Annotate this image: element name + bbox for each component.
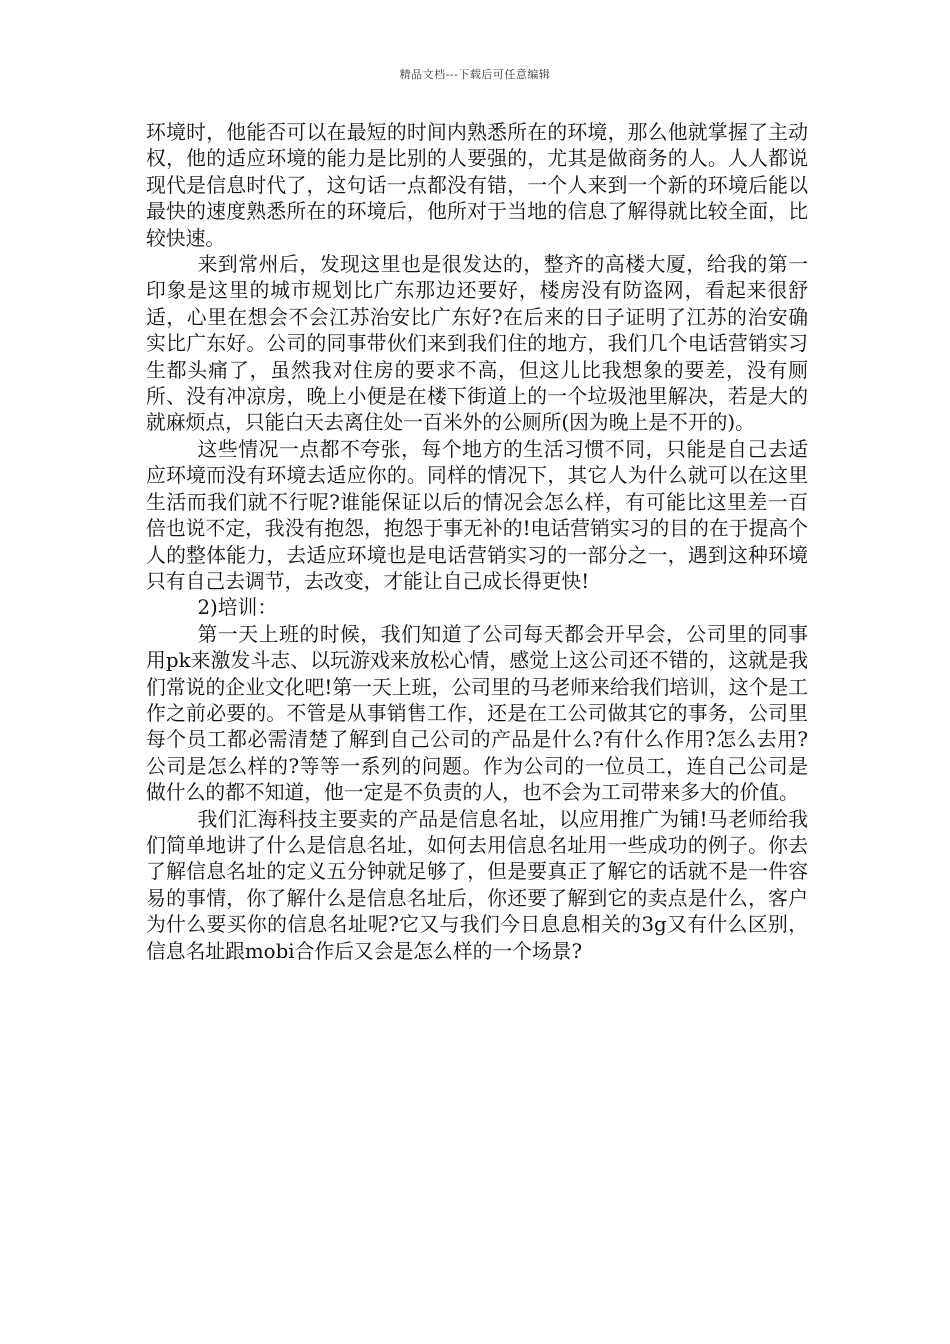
paragraph: 来到常州后，发现这里也是很发达的，整齐的高楼大厦，给我的第一印象是这里的城市规划比广东那边还要好，楼房没有防盗网，看起来很舒适，心里在想会不会江苏治安比广东好?在后来的日子证明了江苏的治安确实比广东好。公司的同事带伙们来到我们住的地方，我们几个电话营销实习生都头痛了，虽然我对住房的要求不高，但这儿比我想象的要差，没有厕所、没有冲凉房，晚上小便是在楼下街道上的一个垃圾池里解决，若是大的就麻烦点，只能白天去离住处一百米外的公厕所(因为晚上是不开的)。	[146, 253, 808, 435]
document-body	[146, 120, 808, 965]
paragraph: 我们汇海科技主要卖的产品是信息名址，以应用推广为铺!马老师给我们简单地讲了什么是信息名址，如何去用信息名址用一些成功的例子。你去了解信息名址的定义五分钟就足够了，但是要真正了解它的话就不是一件容易的事情，你了解什么是信息名址后，你还要了解到它的卖点是什么，客户为什么要买你的信息名址呢?它又与我们今日息息相关的3g又有什么区别，信息名址跟mobi合作后又会是怎么样的一个场景?	[146, 807, 808, 963]
paragraph: 环境时，他能否可以在最短的时间内熟悉所在的环境，那么他就掌握了主动权，他的适应环境的能力是比别的人要强的，尤其是做商务的人。人人都说现代是信息时代了，这句话一点都没有错，一个人来到一个新的环境后能以最快的速度熟悉所在的环境后，他所对于当地的信息了解得就比较全面，比较快速。	[146, 121, 808, 250]
paragraph: 这些情况一点都不夸张，每个地方的生活习惯不同，只能是自己去适应环境而没有环境去适应你的。同样的情况下，其它人为什么就可以在这里生活而我们就不行呢?谁能保证以后的情况会怎么样，有可能比这里差一百倍也说不定，我没有抱怨，抱怨于事无补的!电话营销实习的目的在于提高个人的整体能力，去适应环境也是电话营销实习的一部分之一，遇到这种环境只有自己去调节，去改变，才能让自己成长得更快!	[146, 437, 808, 593]
paragraph: 第一天上班的时候，我们知道了公司每天都会开早会，公司里的同事用pk来激发斗志、以玩游戏来放松心情，感觉上这公司还不错的，这就是我们常说的企业文化吧!第一天上班，公司里的马老师来给我们培训，这个是工作之前必要的。不管是从事销售工作，还是在工公司做其它的事务，公司里每个员工都必需清楚了解到自己公司的产品是什么?有什么作用?怎么去用?公司是怎么样的?等等一系列的问题。作为公司的一位员工，连自己公司是做什么的都不知道，他一定是不负责的人，也不会为工司带来多大的价值。	[146, 622, 808, 805]
section-heading: 2)培训：	[197, 596, 278, 620]
page-header-note: 精品文档---下载后可任意编辑	[399, 68, 551, 81]
